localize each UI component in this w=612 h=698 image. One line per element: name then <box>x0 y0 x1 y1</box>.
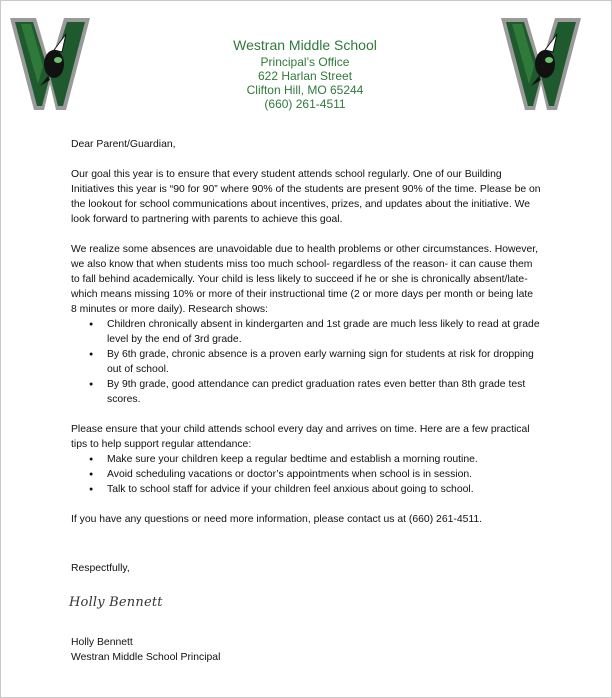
city-state-zip: Clifton Hill, MO 65244 <box>246 83 364 97</box>
closing: Respectfully, <box>71 563 130 574</box>
street-address: 622 Harlan Street <box>257 69 353 83</box>
signer-name: Holly Bennett <box>71 637 133 648</box>
list-item: ● Talk to school staff for advice if your children feel anxious about going to school. <box>71 482 541 497</box>
paragraph-contact: If you have any questions or need more information, please contact us at (660) 261-4511. <box>71 514 483 525</box>
hornet-w-logo-right <box>501 14 581 114</box>
tips-list <box>71 452 541 497</box>
office-name: Principal’s Office <box>260 55 350 69</box>
school-name: Westran Middle School <box>233 37 377 53</box>
list-item: ● By 6th grade, chronic absence is a proven early warning sign for students at risk for dropping out of school. <box>71 347 541 377</box>
salutation: Dear Parent/Guardian, <box>71 139 176 150</box>
paragraph-tips: Please ensure that your child attends school every day and arrives on time. Here are a few practical tips to help support regular attendance: <box>71 424 530 450</box>
list-item: ● Avoid scheduling vacations or doctor’s appointments when school is in session. <box>71 467 541 482</box>
office-phone: (660) 261-4511 <box>264 97 346 111</box>
signature-text: Holly Bennett <box>69 595 163 610</box>
letterhead <box>150 36 460 111</box>
list-item: ● Make sure your children keep a regular bedtime and establish a morning routine. <box>71 452 541 467</box>
signature <box>69 593 209 619</box>
paragraph-goal: Our goal this year is to ensure that every student attends school regularly. One of our Building Initiatives this year is “90 for 90” where 90% of the students are present 90% of the time. Please be on the lookout for school communications about incentives, prizes, and updates about the initiative. We look forward to partnering with parents to achieve this goal. <box>71 169 541 225</box>
hornet-w-logo-left <box>10 14 90 114</box>
paragraph-absences: We realize some absences are unavoidable due to health problems or other circumstances. However, we also know that when students miss too much school- regardless of the reason- it can cause them to fall behind academically. Your child is less likely to succeed if he or she is chronically absent/late- which means missing 10% or more of their instructional time (2 or more days per month or being late 8 minutes or more daily). Research shows: <box>71 244 539 315</box>
list-item: ● Children chronically absent in kindergarten and 1st grade are much less likely to read at grade level by the end of 3rd grade. <box>71 317 541 347</box>
research-list <box>71 317 541 407</box>
letter-body <box>71 137 541 527</box>
signer-block <box>71 635 220 665</box>
list-item: ● By 9th grade, good attendance can predict graduation rates even better than 8th grade test scores. <box>71 377 541 407</box>
signer-title: Westran Middle School Principal <box>71 652 221 663</box>
